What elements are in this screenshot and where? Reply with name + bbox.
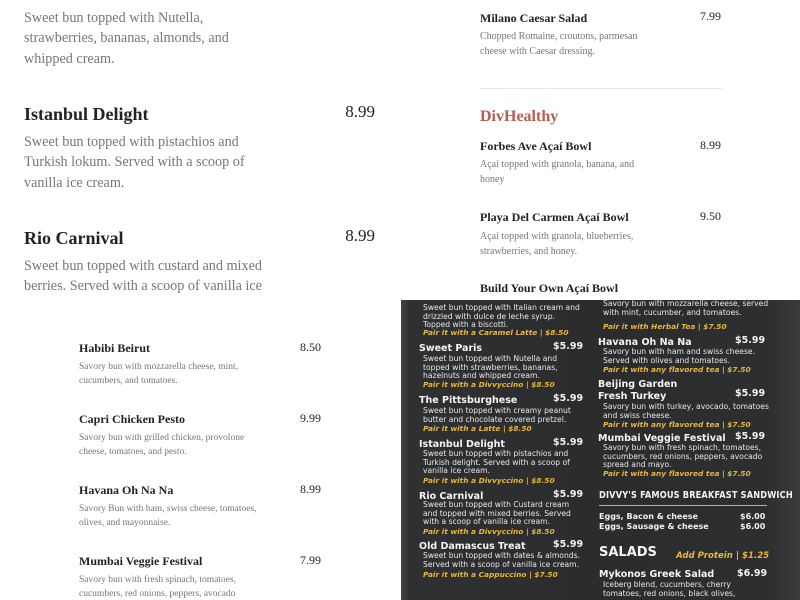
menu-item-description: Açaí topped with granola, banana, and honey	[480, 159, 635, 185]
sweet-menu-panel	[0, 0, 400, 300]
breakfast-sandwich-heading: DIVVY'S FAMOUS BREAKFAST SANDWICH	[599, 490, 793, 501]
menu-item-description: Savory Bun with ham, swiss cheese, tomatoes, olives, and mayonnaise.	[79, 504, 257, 528]
menu-item-price: 8.99	[700, 138, 721, 152]
heading-underline	[599, 505, 767, 506]
chalkboard-item-description: Savory bun with ham and swiss cheese. Served with olives and tomatoes.	[603, 347, 755, 365]
chalkboard-item-description: Sweet bun topped with Italian cream and drizzled with dulce de leche syrup. Topped with a biscotti.	[423, 303, 580, 330]
chalkboard-item-name: Beijing Garden Fresh Turkey	[598, 379, 678, 402]
menu-item-description: Chopped Romaine, croutons, parmesan cheese with Caesar dressing.	[480, 31, 638, 57]
menu-item-description: Açaí topped with granola, blueberries, strawberries, and honey.	[480, 231, 634, 257]
menu-item-price: 9.99	[300, 411, 321, 425]
chalkboard-pairing: Pair it with any flavored tea | $7.50	[603, 469, 751, 478]
menu-item-price: 9.50	[700, 209, 721, 223]
menu-item-name: Istanbul Delight	[24, 104, 149, 124]
chalkboard-menu-photo	[401, 300, 800, 600]
menu-item-name: Havana Oh Na Na	[79, 483, 174, 497]
chalkboard-item-name: The Pittsburghese	[419, 395, 518, 406]
savory-menu-panel	[0, 300, 401, 600]
chalkboard-item-price: $5.99	[553, 393, 584, 404]
chalkboard-item-name: Sweet Paris	[419, 343, 483, 354]
chalkboard-item-name: Mumbai Veggie Festival	[598, 433, 726, 444]
menu-item-description: Sweet bun topped with custard and mixed berries. Served with a scoop of vanilla ice	[24, 258, 262, 295]
chalkboard-item-description: Sweet bun topped with Nutella and topped with strawberries, bananas, hazelnuts and whipped cream.	[423, 354, 558, 381]
chalkboard-item-name: Havana Oh Na Na	[598, 337, 692, 348]
chalkboard-pairing: Pair it with any flavored tea | $7.50	[603, 365, 751, 374]
chalkboard-item-name: Istanbul Delight	[419, 439, 505, 450]
chalkboard-pairing: Pair it with a Divvyccino | $8.50	[423, 527, 555, 536]
chalkboard-pairing: Pair it with Herbal Tea | $7.50	[603, 322, 727, 331]
menu-item-name: Mumbai Veggie Festival	[79, 554, 203, 568]
chalkboard-item-description: Sweet bun topped with pistachios and Turkish delight. Served with a scoop of vanilla ice cream.	[423, 449, 570, 476]
menu-item-name: Rio Carnival	[24, 228, 124, 248]
chalkboard-item-description: Savory bun with turkey, avocado, tomatoes and swiss cheese.	[603, 402, 769, 420]
chalkboard-item-price: $6.99	[737, 568, 768, 579]
sandwich-price: $6.00	[740, 512, 766, 521]
menu-item-price: 8.99	[345, 102, 375, 121]
menu-item-name: Playa Del Carmen Açaí Bowl	[480, 210, 629, 224]
menu-item-name: Habibi Beirut	[79, 341, 151, 355]
menu-item-description: Sweet bun topped with Nutella, strawberries, bananas, almonds, and whipped cream.	[24, 10, 229, 67]
menu-item-price: 8.99	[300, 482, 321, 496]
chalkboard-item-price: $5.99	[735, 335, 766, 346]
chalkboard-item-price: $5.99	[735, 431, 766, 442]
chalkboard-item-description: Savory bun with fresh spinach, tomatoes, cucumbers, red onions, peppers, avocado spread and mayo.	[603, 443, 763, 470]
menu-item-description: Savory bun with grilled chicken, provolone cheese, tomatoes, and pesto.	[79, 433, 245, 457]
section-title-divhealthy: DivHealthy	[480, 108, 559, 125]
salads-heading: SALADS	[599, 545, 657, 560]
chalkboard-item-price: $5.99	[553, 437, 584, 448]
menu-item-price: 8.99	[345, 226, 375, 245]
menu-item-name: Build Your Own Açaí Bowl	[480, 281, 619, 295]
chalkboard-pairing: Pair it with any flavored tea | $7.50	[603, 420, 751, 429]
chalkboard-item-description: Sweet bun topped with dates & almonds. Served with a scoop of vanilla ice cream.	[423, 551, 580, 569]
menu-item-description: Sweet bun topped with pistachios and Turkish lokum. Served with a scoop of vanilla ice cream.	[24, 134, 245, 191]
chalkboard-pairing: Pair it with a Divvyccino | $8.50	[423, 380, 555, 389]
add-protein-label: Add Protein | $1.25	[676, 551, 770, 561]
chalkboard-pairing: Pair it with a Divvyccino | $8.50	[423, 476, 555, 485]
chalkboard-item-description: Savory bun with mozzarella cheese, served with mint, cucumber, and tomatoes.	[603, 300, 769, 317]
healthy-menu-panel	[400, 0, 800, 300]
section-divider	[480, 88, 722, 89]
chalkboard-item-price: $5.99	[735, 388, 766, 399]
chalkboard-pairing: Pair it with a Cappuccino | $7.50	[423, 570, 558, 579]
chalkboard-item-name: Mykonos Greek Salad	[599, 569, 715, 580]
menu-item-name: Forbes Ave Açaí Bowl	[480, 139, 592, 153]
sandwich-name: Eggs, Bacon & cheese	[599, 512, 698, 521]
menu-item-description: Savory bun with mozzarella cheese, mint, cucumbers, and tomatoes.	[79, 362, 239, 386]
chalkboard-pairing: Pair it with a Caramel Latte | $8.50	[423, 328, 569, 337]
menu-item-price: 8.50	[300, 340, 321, 354]
menu-item-description: Savory bun with fresh spinach, tomatoes, cucumbers, red onions, peppers, avocado	[79, 575, 236, 599]
menu-item-price: 7.99	[300, 553, 321, 567]
chalkboard-item-name: Rio Carnival	[419, 491, 484, 502]
menu-item-name: Capri Chicken Pesto	[79, 412, 185, 426]
sandwich-name: Eggs, Sausage & cheese	[599, 522, 709, 531]
menu-item-name: Milano Caesar Salad	[480, 11, 588, 25]
chalkboard-item-description: Iceberg blend, cucumbers, cherry tomatoes, red onions, black olives,	[603, 580, 736, 598]
chalkboard-item-name: Old Damascus Treat	[419, 541, 526, 552]
menu-item-price: 7.99	[700, 9, 721, 23]
chalkboard-item-description: Sweet bun topped with creamy peanut butter and chocolate covered pretzel.	[423, 406, 571, 424]
chalkboard-pairing: Pair it with a Latte | $8.50	[423, 424, 532, 433]
chalkboard-item-price: $5.99	[553, 341, 584, 352]
chalkboard-item-description: Sweet bun topped with Custard cream and topped with mixed berries. Served with a scoop of vanilla ice cream.	[423, 500, 571, 527]
chalkboard-item-price: $5.99	[553, 539, 584, 550]
sandwich-price: $6.00	[740, 522, 766, 531]
chalkboard-item-price: $5.99	[553, 489, 584, 500]
